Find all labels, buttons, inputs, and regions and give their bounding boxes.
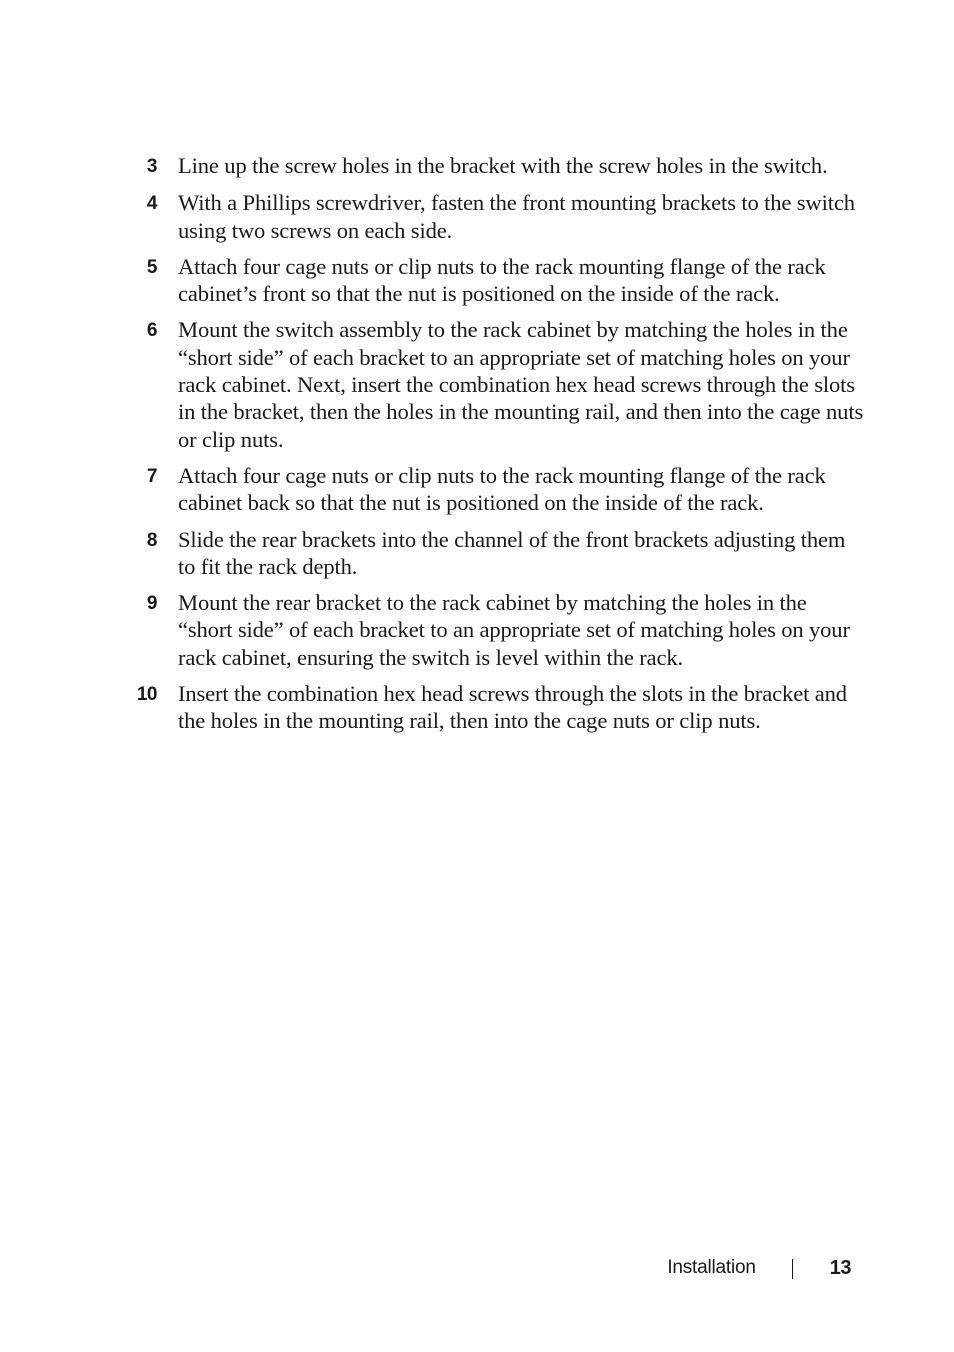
step-number: 6 (146, 320, 157, 342)
step-item (128, 462, 868, 517)
step-item (128, 152, 868, 180)
step-item (128, 189, 868, 244)
instruction-steps (128, 152, 868, 744)
footer-divider (792, 1259, 793, 1279)
page-number: 13 (829, 1257, 851, 1279)
step-number: 10 (136, 684, 157, 706)
step-text: Attach four cage nuts or clip nuts to the rack mounting flange of the rack cabinet back so that the nut is positioned on the inside of the rack. (178, 462, 826, 516)
step-item (128, 253, 868, 308)
step-text: Attach four cage nuts or clip nuts to the rack mounting flange of the rack cabinet’s front so that the nut is positioned on the inside of the rack. (178, 253, 826, 307)
step-text: With a Phillips screwdriver, fasten the front mounting brackets to the switch using two screws on each side. (178, 190, 855, 243)
step-text: Slide the rear brackets into the channel of the front brackets adjusting them to fit the rack depth. (178, 526, 846, 579)
step-number: 7 (146, 465, 157, 487)
step-item (128, 589, 868, 671)
step-text: Mount the rear bracket to the rack cabinet by matching the holes in the “short side” of each bracket to an appropriate set of matching holes on your rack cabinet, ensuring the switch is level within the rack. (178, 590, 850, 670)
step-text: Mount the switch assembly to the rack cabinet by matching the holes in the “short side” of each bracket to an appropriate set of matching holes on your rack cabinet. Next, insert the combination hex head screws through the slots in the bracket, then the holes in the mounting rail, and then into the cage nuts or clip nuts. (178, 317, 864, 452)
step-number: 5 (146, 256, 157, 278)
step-number: 3 (146, 156, 157, 177)
step-text: Line up the screw holes in the bracket with the screw holes in the switch. (178, 153, 828, 178)
step-number: 4 (146, 193, 157, 215)
step-number: 8 (146, 529, 157, 551)
step-text: Insert the combination hex head screws through the slots in the bracket and the holes in the mounting rail, then into the cage nuts or clip nuts. (178, 681, 847, 734)
page-footer (667, 1255, 851, 1281)
footer-section-title: Installation (667, 1257, 756, 1278)
step-item (128, 526, 868, 581)
step-item (128, 316, 868, 452)
step-number: 9 (146, 593, 157, 615)
step-item (128, 680, 868, 735)
